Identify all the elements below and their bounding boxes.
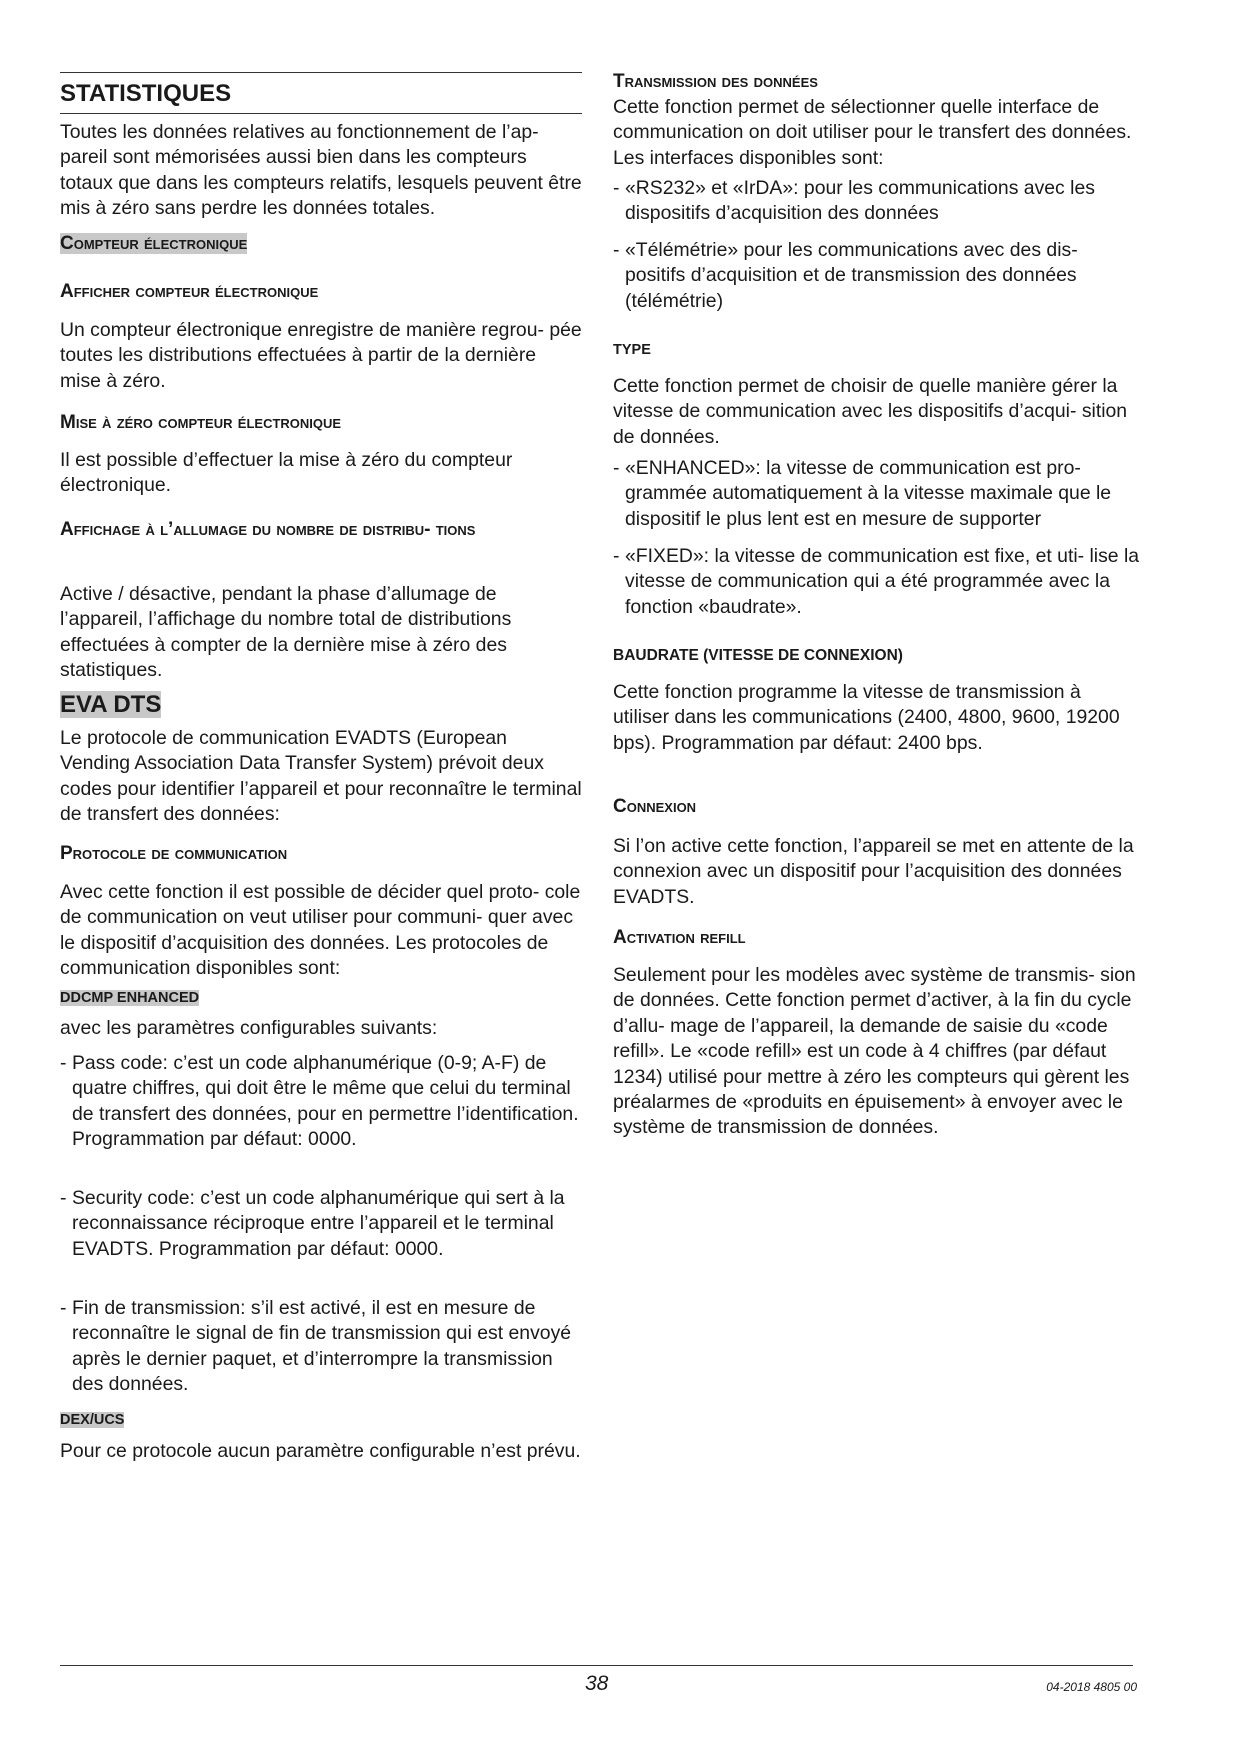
transmission-item-telemetrie [613,238,1141,314]
list-dash: - [60,1052,67,1074]
activation-heading: Activation refill [613,927,746,948]
list-item-text: «FIXED»: la vitesse de communication est fixe, et uti- lise la vitesse de communication qui a été programmée avec la fonction «baudrate». [625,545,1140,618]
afficher-heading: Afficher compteur électronique [60,281,319,302]
transmission-text: Cette fonction permet de sélectionner quelle interface de communication on doit utiliser pour le transfert des données. Les interfaces disponibles sont: [613,96,1132,169]
list-dash: - [613,239,620,261]
list-item-text: Fin de transmission: s’il est activé, il est en mesure de reconnaître le signal de fin de transmission qui est envoyé après le dernier paquet, et d’interrompre la transmission des données. [72,1297,572,1396]
statistiques-text: Toutes les données relatives au fonctionnement de l’ap- pareil sont mémorisées aussi bien dans les compteurs totaux que dans les compteurs relatifs, lesquels peuvent être mis à zéro sans perdre les données totales. [60,121,582,220]
ddcmp-heading-wrap [60,988,582,1008]
list-item-text: «RS232» et «IrDA»: pour les communications avec les dispositifs d’acquisition des données [625,177,1095,225]
type-text: Cette fonction permet de choisir de quelle manière gérer la vitesse de communication avec les dispositifs d’acqui- sition de données. [613,375,1128,448]
baudrate-heading: BAUDRATE (VITESSE DE CONNEXION) [613,647,903,664]
afficher-text: Un compteur électronique enregistre de manière regrou- pée toutes les distributions effectuées à partir de la dernière mise à zéro. [60,319,582,392]
ddcmp-item-security-code [60,1186,582,1262]
footer-rule [60,1665,1133,1666]
evadts-title-wrap [60,690,582,720]
type-item-fixed [613,544,1141,620]
type-heading: TYPE [613,342,651,358]
evadts-text: Le protocole de communication EVADTS (European Vending Association Data Transfer System) prévoit deux codes pour identifier l’appareil et pour reconnaître le terminal de transfert des données: [60,727,582,826]
dex-heading-wrap [60,1410,582,1430]
list-dash: - [613,545,620,567]
evadts-title: EVA DTS [60,691,162,718]
title-top-rule [60,72,582,73]
list-item-text: Pass code: c’est un code alphanumérique (0-9; A-F) de quatre chiffres, qui doit être le même que celui du terminal de transfert des données, pour en permettre l’identification. Programmation par défaut: 0000. [72,1052,579,1151]
ddcmp-item-pass-code [60,1051,582,1153]
list-dash: - [60,1297,67,1319]
protocole-heading: Protocole de communication [60,843,288,864]
affichage-text: Active / désactive, pendant la phase d’allumage de l’appareil, l’affichage du nombre total de distributions effectuées à compter de la dernière mise à zéro des statistiques. [60,583,512,682]
ddcmp-heading: DDCMP ENHANCED [60,990,200,1006]
page-number: 38 [585,1672,609,1695]
transmission-heading: Transmission des données [613,71,818,92]
transmission-item-rs232 [613,176,1141,227]
document-code: 04-2018 4805 00 [1046,1680,1137,1694]
list-dash: - [60,1187,67,1209]
connexion-text: Si l’on active cette fonction, l’appareil se met en attente de la connexion avec un dispositif pour l’acquisition des données EVADTS. [613,835,1134,908]
affichage-heading: Affichage à l’allumage du nombre de distribu- tions [60,519,476,540]
dex-heading: DEX/UCS [60,1412,125,1428]
mise-heading: Mise à zéro compteur électronique [60,412,342,433]
ddcmp-text: avec les paramètres configurables suivants: [60,1017,438,1039]
list-item-text: «ENHANCED»: la vitesse de communication est pro- grammée automatiquement à la vitesse maximale que le dispositif le plus lent est en mesure de supporter [625,457,1112,530]
baudrate-text: Cette fonction programme la vitesse de transmission à utiliser dans les communications (2400, 4800, 9600, 19200 bps). Programmation par défaut: 2400 bps. [613,681,1120,754]
type-item-enhanced [613,456,1141,532]
mise-text: Il est possible d’effectuer la mise à zéro du compteur électronique. [60,449,513,497]
list-dash: - [613,457,620,479]
compteur-heading: Compteur électronique [60,233,248,254]
statistiques-title: STATISTIQUES [60,80,232,107]
dex-text: Pour ce protocole aucun paramètre configurable n’est prévu. [60,1440,581,1462]
ddcmp-item-fin-transmission [60,1296,582,1398]
protocole-text: Avec cette fonction il est possible de décider quel proto- cole de communication on veut utiliser pour communi- quer avec le dispositif d’acquisition des données. Les protocoles de communication disponibles sont: [60,881,581,980]
list-item-text: «Télémétrie» pour les communications avec des dis- positifs d’acquisition et de transmission des données (télémétrie) [625,239,1078,312]
title-bottom-rule [60,113,582,114]
list-item-text: Security code: c’est un code alphanumérique qui sert à la reconnaissance réciproque entre l’appareil et le terminal EVADTS. Programmation par défaut: 0000. [72,1187,565,1260]
connexion-heading: Connexion [613,796,697,817]
list-dash: - [613,177,620,199]
activation-text: Seulement pour les modèles avec système de transmis- sion de données. Cette fonction permet d’activer, à la fin du cycle d’allu- mage de l’appareil, la demande de saisie du «code refill». Le «code refill» est un code à 4 chiffres (par défaut 1234) utilisé pour mettre à zéro les compteurs qui gèrent les préalarmes de «produits en épuisement» à envoyer avec le système de transmission de données. [613,964,1136,1139]
compteur-heading-wrap [60,232,582,256]
